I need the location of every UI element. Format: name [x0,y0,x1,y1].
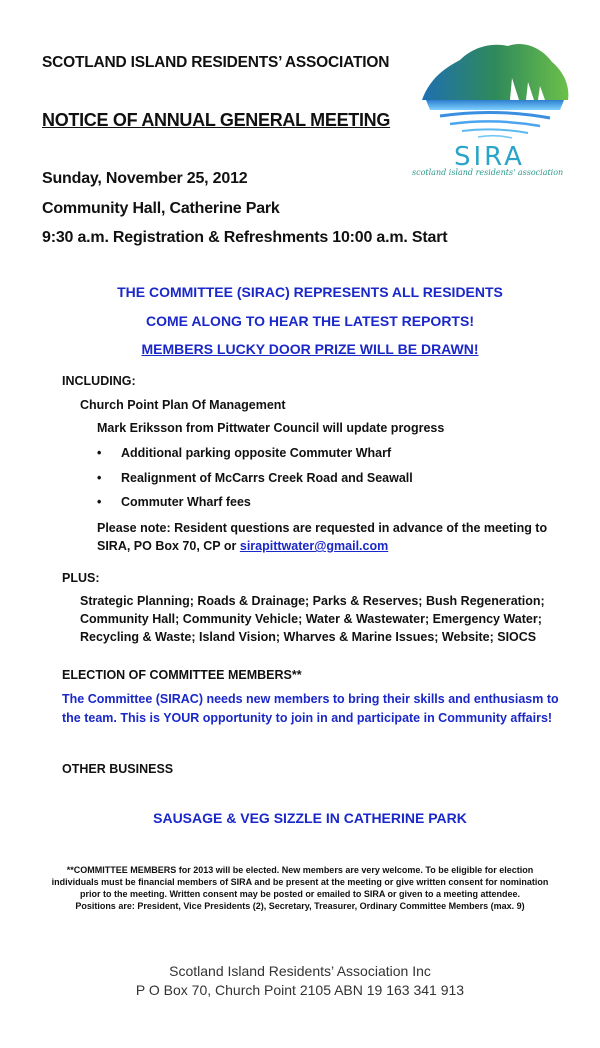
list-item [97,471,413,485]
list-item [97,495,251,509]
list-item [97,446,391,460]
sira-tagline: scotland island residents' association [412,168,564,177]
questions-note-address: SIRA, PO Box 70, CP or [97,539,240,554]
footer-org-name: Scotland Island Residents’ Association Inc [169,963,431,979]
footnote-line: **COMMITTEE MEMBERS for 2013 will be elected. New members are very welcome. To be eligible for election [66,865,534,875]
committee-footnote [0,864,600,913]
plus-topics-line: Strategic Planning; Roads & Drainage; Parks & Reserves; Bush Regeneration; [80,594,545,608]
meeting-times: 9:30 a.m. Registration & Refreshments 10:00 a.m. Start [42,229,448,246]
plus-topics [80,592,545,646]
questions-note-line: Please note: Resident questions are requested in advance of the meeting to [97,521,548,535]
page-footer [0,962,600,1000]
plus-topics-line: Community Hall; Community Vehicle; Water & Wastewater; Emergency Water; [80,612,542,627]
other-business-heading: OTHER BUSINESS [62,762,174,776]
plus-topics-line: Recycling & Waste; Island Vision; Wharves & Marine Issues; Website; SIOCS [80,630,537,645]
announcement-door-prize: MEMBERS LUCKY DOOR PRIZE WILL BE DRAWN! [141,341,479,357]
list-item-text: Additional parking opposite Commuter Wharf [121,446,392,460]
bullet-icon: • [97,495,102,509]
election-description [62,690,559,728]
election-description-line: The Committee (SIRAC) needs new members to bring their skills and enthusiasm to [62,692,559,706]
including-heading: INCLUDING: [62,374,136,388]
list-item-text: Commuter Wharf fees [121,495,251,509]
notice-title: NOTICE OF ANNUAL GENERAL MEETING [42,110,391,130]
footer-address: P O Box 70, Church Point 2105 ABN 19 163 341 913 [135,981,465,998]
bullet-icon: • [97,471,102,485]
plus-heading: PLUS: [62,571,100,585]
bullet-icon: • [97,446,102,460]
election-description-line: the team. This is YOUR opportunity to join in and participate in Community affairs! [62,710,553,725]
footnote-line: Positions are: President, Vice Presidents (2), Secretary, Treasurer, Ordinary Committee Members (max. 9) [75,901,525,912]
election-heading: ELECTION OF COMMITTEE MEMBERS** [62,668,302,682]
sizzle-announcement: SAUSAGE & VEG SIZZLE IN CATHERINE PARK [153,810,467,826]
meeting-date: Sunday, November 25, 2012 [42,170,248,187]
announcement-reports: COME ALONG TO HEAR THE LATEST REPORTS! [146,313,474,329]
footnote-line: individuals must be financial members of SIRA and be present at the meeting or give written consent for nomination [51,877,549,888]
sira-wordmark: SIRA [454,142,525,172]
announcement-committee: THE COMMITTEE (SIRAC) REPRESENTS ALL RESIDENTS [117,284,503,300]
list-item-text: Realignment of McCarrs Creek Road and Seawall [121,471,413,485]
footnote-line: prior to the meeting. Written consent may be posted or emailed to SIRA or given to a meeting attendee. [79,889,521,900]
questions-note-line [97,537,547,555]
email-link[interactable]: sirapittwater@gmail.com [239,539,389,554]
organisation-title: SCOTLAND ISLAND RESIDENTS’ ASSOCIATION [42,54,390,71]
including-speaker: Mark Eriksson from Pittwater Council will update progress [97,421,445,435]
meeting-venue: Community Hall, Catherine Park [42,200,280,217]
including-subheading: Church Point Plan Of Management [80,398,286,412]
questions-note [97,519,547,555]
